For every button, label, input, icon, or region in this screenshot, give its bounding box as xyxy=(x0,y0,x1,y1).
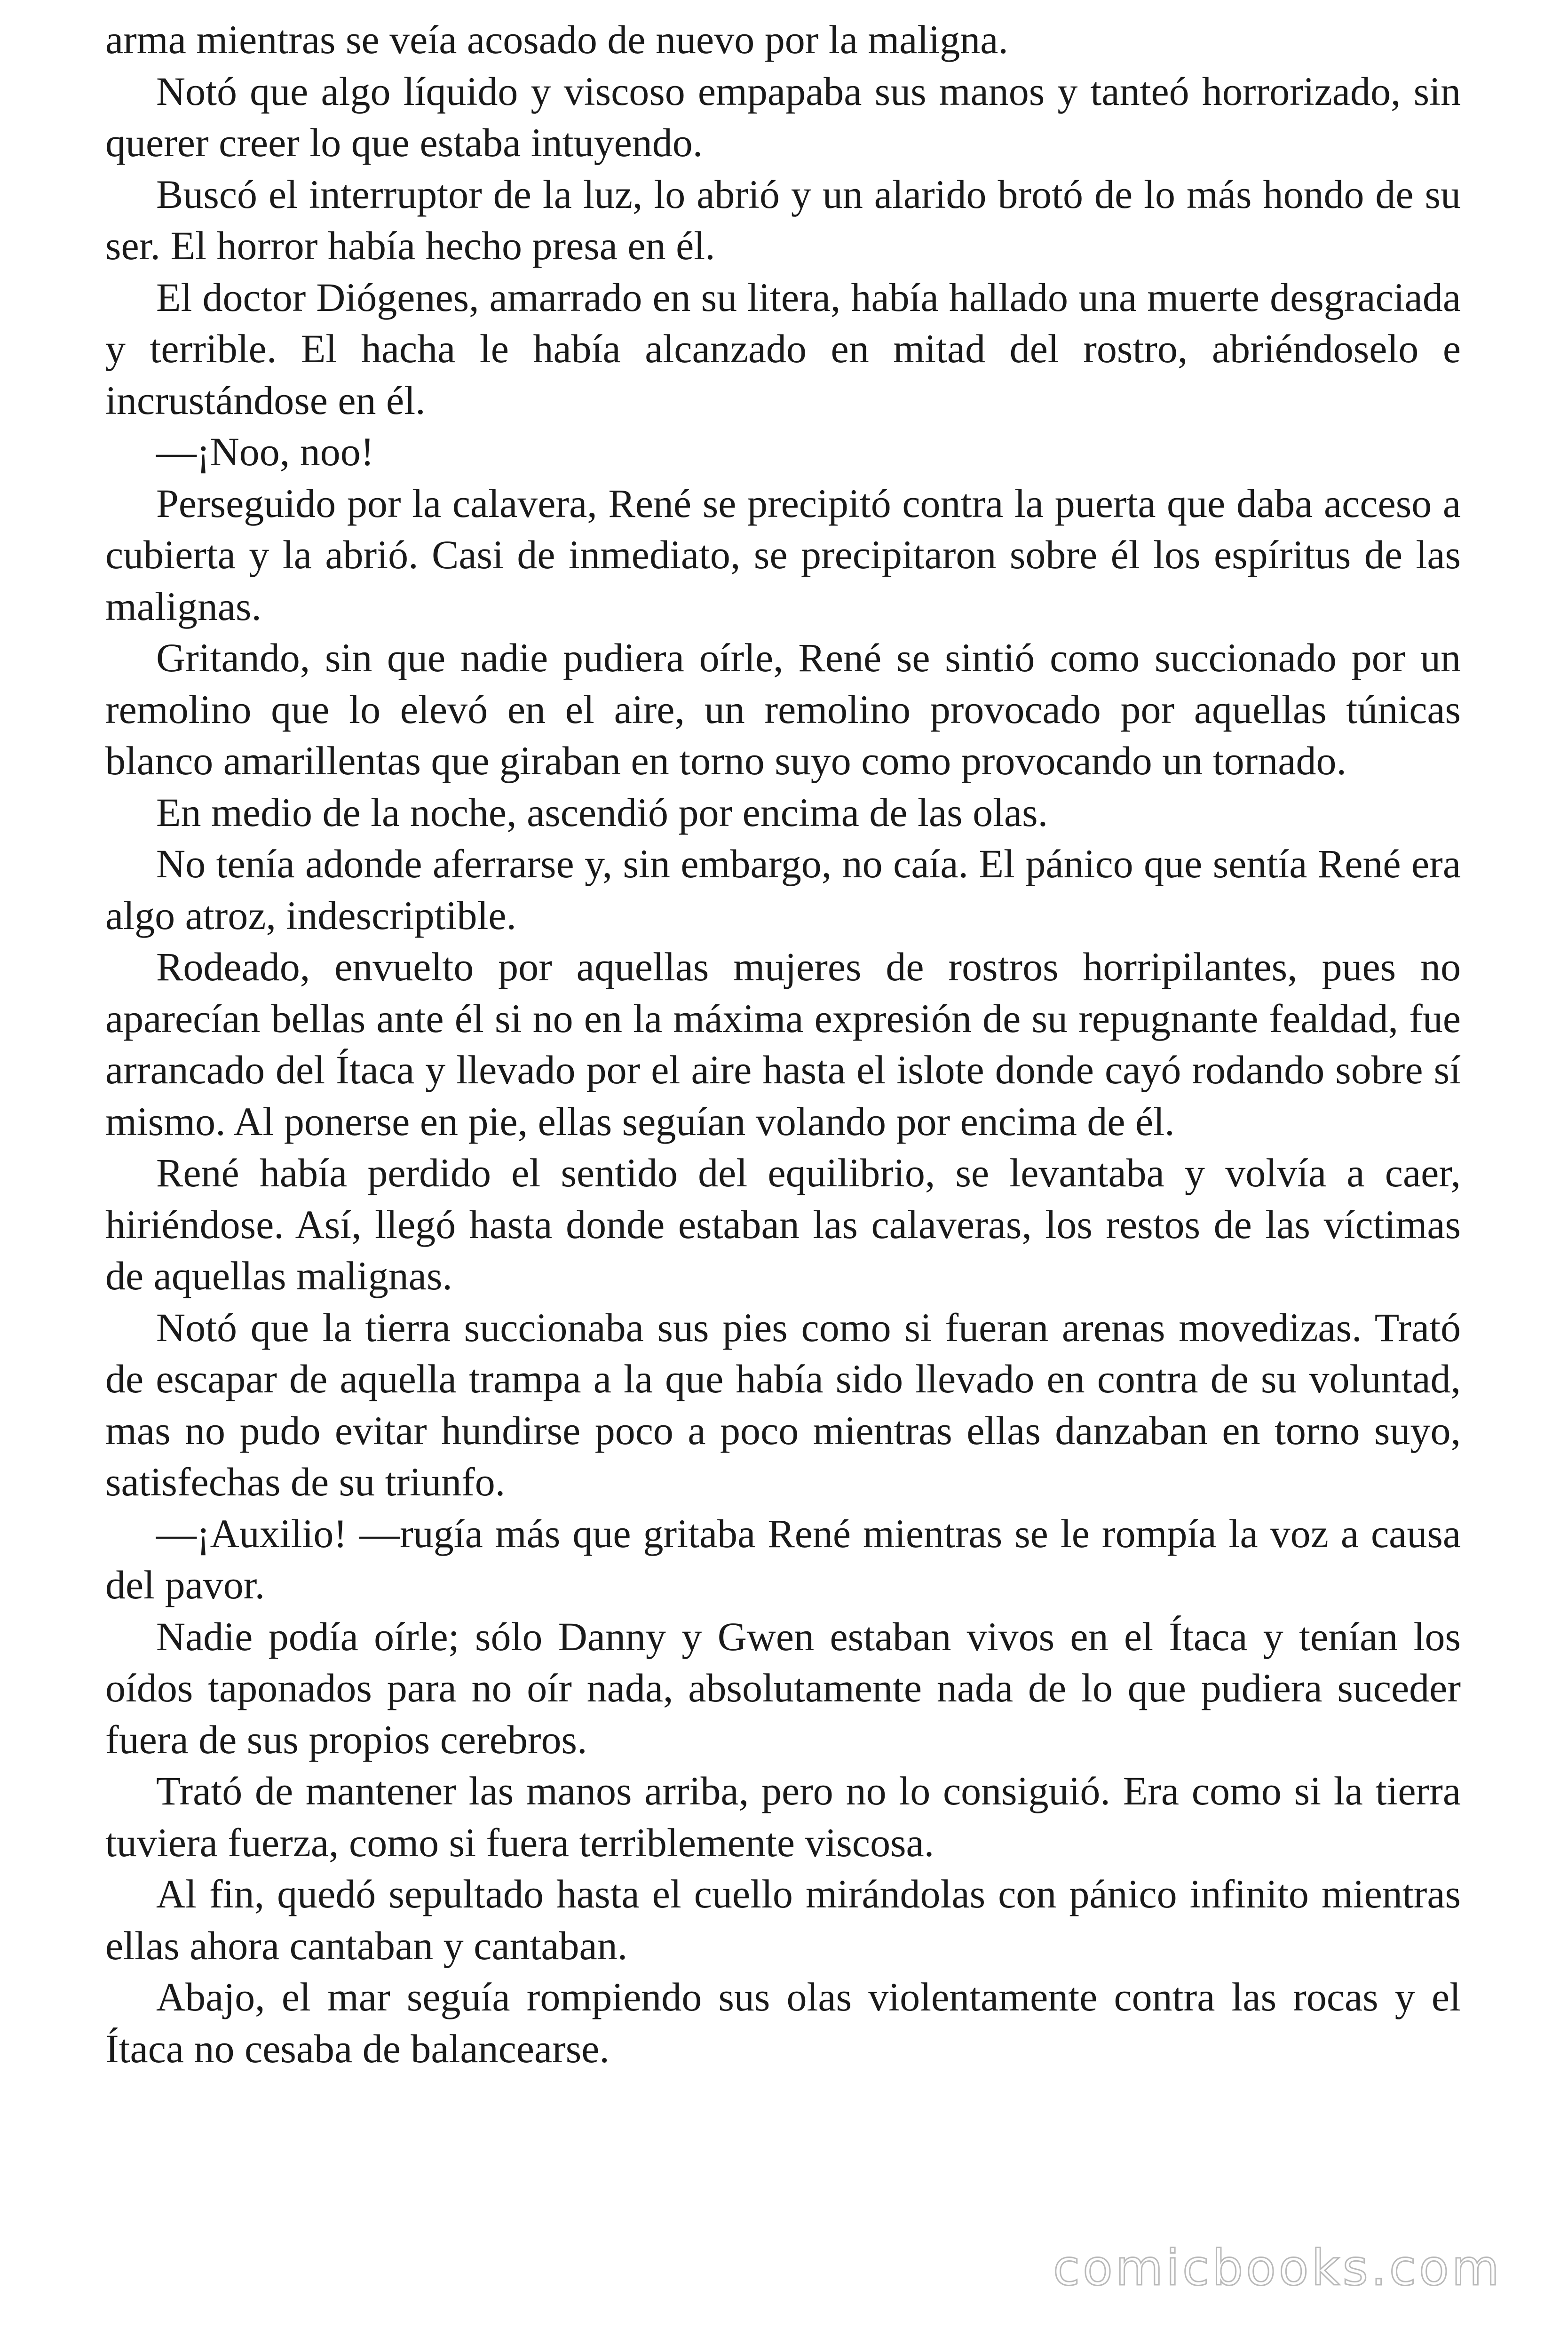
watermark: comicbooks.com xyxy=(1053,2239,1502,2296)
paragraph-6: Perseguido por la calavera, René se precipitó contra la puerta que daba acceso a cubierta y la abrió. Casi de inmediato, se precipitaron sobre él los espíritus de las malignas. xyxy=(105,480,1461,629)
paragraph-8: En medio de la noche, ascendió por encima de las olas. xyxy=(156,789,1048,835)
paragraph-13: —¡Auxilio! —rugía más que gritaba René mientras se le rompía la voz a causa del pavor. xyxy=(105,1510,1461,1607)
paragraph-3: Buscó el interruptor de la luz, lo abrió y un alarido brotó de lo más hondo de su ser. El horror había hecho presa en él. xyxy=(105,171,1461,268)
paragraph-15: Trató de mantener las manos arriba, pero no lo consiguió. Era como si la tierra tuviera fuerza, como si fuera terriblemente viscosa. xyxy=(105,1768,1461,1865)
paragraph-4: El doctor Diógenes, amarrado en su litera, había hallado una muerte desgraciada y terrible. El hacha le había alcanzado en mitad del rostro, abriéndoselo e incrustándose en él. xyxy=(105,274,1461,423)
paragraph-10: Rodeado, envuelto por aquellas mujeres de rostros horripilantes, pues no aparecían bellas ante él si no en la máxima expresión de su repugnante fealdad, fue arrancado del Ítaca y llevado por el aire hasta el islote donde cayó rodando sobre sí mismo. Al ponerse en pie, ellas seguían volando por encima de él. xyxy=(105,944,1461,1144)
paragraph-16: Al fin, quedó sepultado hasta el cuello mirándolas con pánico infinito mientras ellas ahora cantaban y cantaban. xyxy=(105,1871,1461,1968)
paragraph-7: Gritando, sin que nadie pudiera oírle, René se sintió como succionado por un remolino que lo elevó en el aire, un remolino provocado por aquellas túnicas blanco amarillentas que giraban en torno suyo como provocando un tornado. xyxy=(105,635,1461,783)
paragraph-12: Notó que la tierra succionaba sus pies como si fueran arenas movedizas. Trató de escapar de aquella trampa a la que había sido llevado en contra de su voluntad, mas no pudo evitar hundirse poco a poco mientras ellas danzaban en torno suyo, satisfechas de su triunfo. xyxy=(105,1304,1461,1504)
paragraph-9: No tenía adonde aferrarse y, sin embargo, no caía. El pánico que sentía René era algo atroz, indescriptible. xyxy=(105,841,1461,938)
paragraph-14: Nadie podía oírle; sólo Danny y Gwen estaban vivos en el Ítaca y tenían los oídos taponados para no oír nada, absolutamente nada de lo que pudiera suceder fuera de sus propios cerebros. xyxy=(105,1613,1461,1762)
paragraph-2: Notó que algo líquido y viscoso empapaba sus manos y tanteó horrorizado, sin querer creer lo que estaba intuyendo. xyxy=(105,68,1461,165)
paragraph-11: René había perdido el sentido del equilibrio, se levantaba y volvía a caer, hiriéndose. Así, llegó hasta donde estaban las calaveras, los restos de las víctimas de aquellas malignas. xyxy=(105,1150,1461,1298)
paragraph-1: arma mientras se veía acosado de nuevo por la maligna. xyxy=(105,17,1008,62)
page-body xyxy=(105,14,1461,2074)
paragraph-5: —¡Noo, noo! xyxy=(156,429,374,474)
paragraph-17: Abajo, el mar seguía rompiendo sus olas violentamente contra las rocas y el Ítaca no cesaba de balancearse. xyxy=(105,1974,1461,2071)
